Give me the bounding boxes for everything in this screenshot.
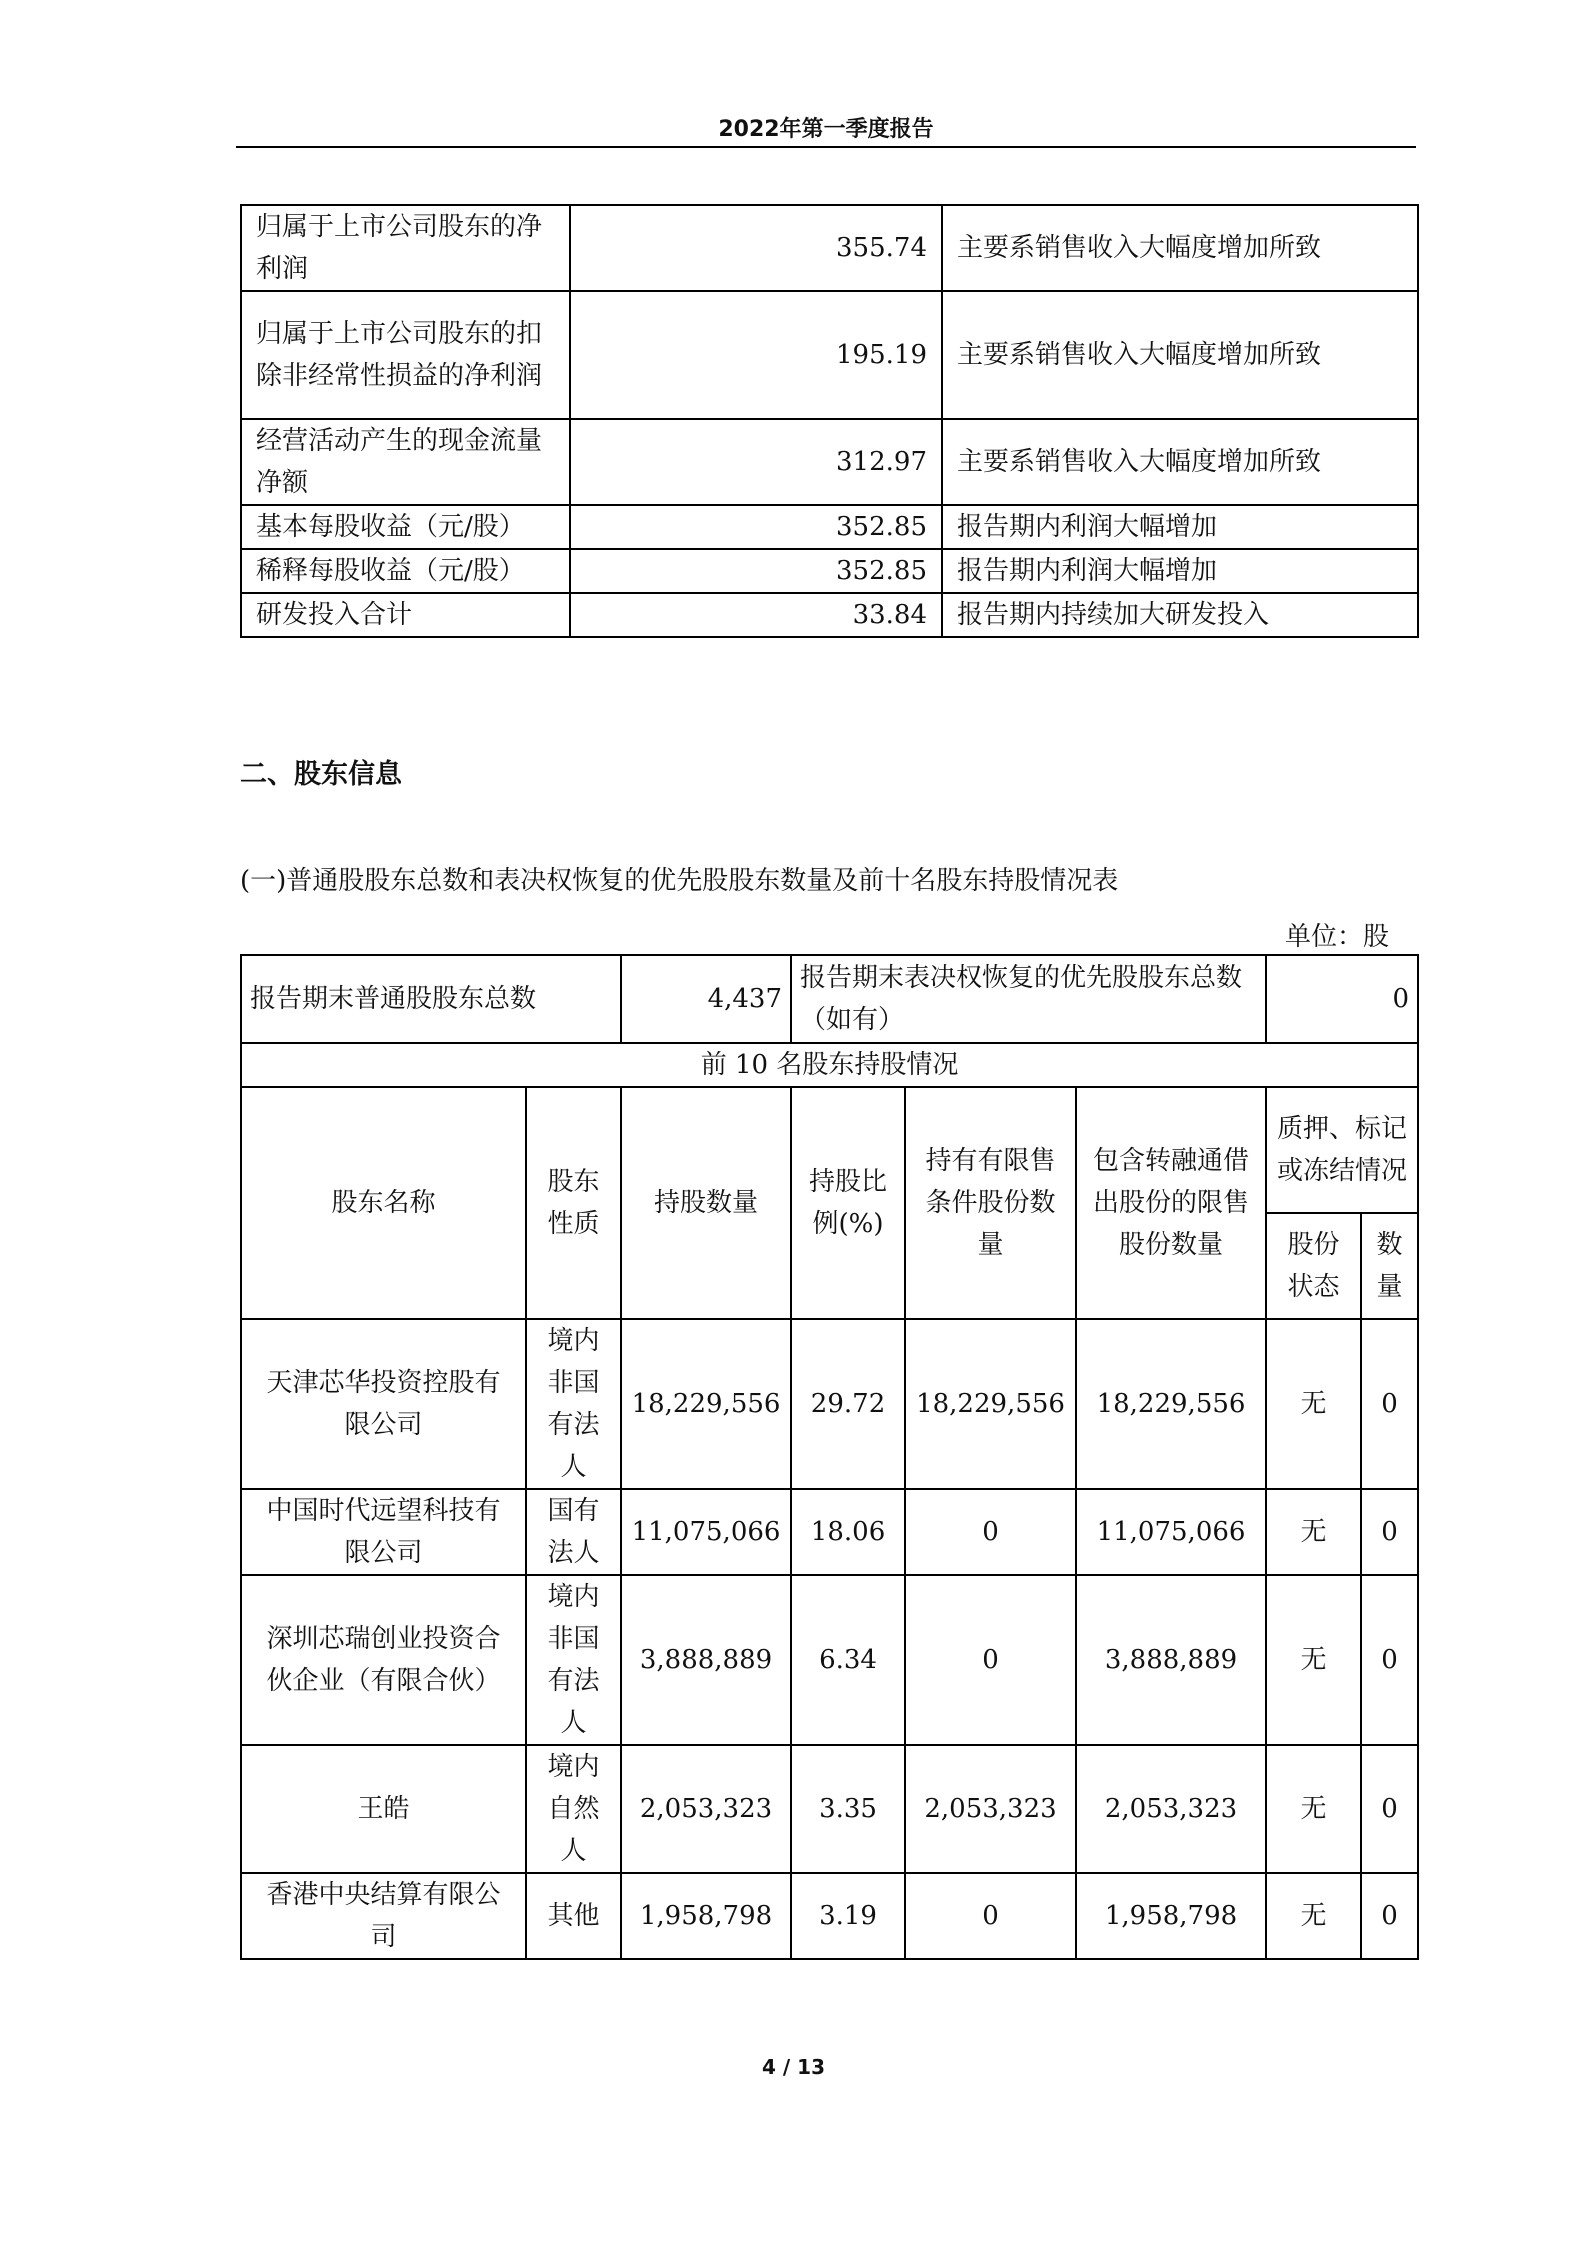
value-cell: 312.97 bbox=[570, 419, 942, 505]
top10-title-row bbox=[241, 1043, 1418, 1087]
page-header-title: 2022年第一季度报告 bbox=[718, 117, 934, 142]
shareholder-table bbox=[240, 954, 1419, 1960]
pledge-qty: 0 bbox=[1361, 1873, 1418, 1959]
shares-held: 18,229,556 bbox=[621, 1319, 791, 1489]
preferred-holders-value: 0 bbox=[1266, 955, 1418, 1043]
shareholder-name: 香港中央结算有限公司 bbox=[241, 1873, 526, 1959]
header-ratio: 持股比例(%) bbox=[791, 1087, 905, 1319]
item-cell: 经营活动产生的现金流量净额 bbox=[241, 419, 570, 505]
pledge-qty: 0 bbox=[1361, 1745, 1418, 1873]
table-row bbox=[241, 291, 1418, 419]
table-row bbox=[241, 1745, 1418, 1873]
table-row bbox=[241, 1489, 1418, 1575]
top10-title: 前 10 名股东持股情况 bbox=[241, 1043, 1418, 1087]
reason-cell: 报告期内持续加大研发投入 bbox=[942, 593, 1418, 637]
header-pledge: 质押、标记或冻结情况 bbox=[1266, 1087, 1418, 1213]
pledge-qty: 0 bbox=[1361, 1319, 1418, 1489]
item-cell: 归属于上市公司股东的净利润 bbox=[241, 205, 570, 291]
share-status: 无 bbox=[1266, 1745, 1361, 1873]
header-qty: 数量 bbox=[1361, 1213, 1418, 1319]
share-status: 无 bbox=[1266, 1319, 1361, 1489]
value-cell: 33.84 bbox=[570, 593, 942, 637]
page-number: 4 / 13 bbox=[762, 2055, 825, 2079]
value-cell: 352.85 bbox=[570, 549, 942, 593]
lent-shares: 11,075,066 bbox=[1076, 1489, 1266, 1575]
shareholder-nature: 境内非国有法人 bbox=[526, 1319, 621, 1489]
lent-shares: 1,958,798 bbox=[1076, 1873, 1266, 1959]
lent-shares: 3,888,889 bbox=[1076, 1575, 1266, 1745]
shareholder-nature: 境内非国有法人 bbox=[526, 1575, 621, 1745]
restricted-shares: 0 bbox=[905, 1489, 1076, 1575]
shares-held: 1,958,798 bbox=[621, 1873, 791, 1959]
restricted-shares: 18,229,556 bbox=[905, 1319, 1076, 1489]
total-holders-value: 4,437 bbox=[621, 955, 791, 1043]
shareholder-name: 王皓 bbox=[241, 1745, 526, 1873]
value-cell: 352.85 bbox=[570, 505, 942, 549]
restricted-shares: 2,053,323 bbox=[905, 1745, 1076, 1873]
share-ratio: 3.19 bbox=[791, 1873, 905, 1959]
item-cell: 基本每股收益（元/股） bbox=[241, 505, 570, 549]
header-rule bbox=[236, 146, 1416, 148]
reason-cell: 报告期内利润大幅增加 bbox=[942, 505, 1418, 549]
shareholder-nature: 其他 bbox=[526, 1873, 621, 1959]
header-row bbox=[241, 1087, 1418, 1213]
table-row bbox=[241, 205, 1418, 291]
restricted-shares: 0 bbox=[905, 1575, 1076, 1745]
share-ratio: 3.35 bbox=[791, 1745, 905, 1873]
shareholder-name: 天津芯华投资控股有限公司 bbox=[241, 1319, 526, 1489]
reason-cell: 报告期内利润大幅增加 bbox=[942, 549, 1418, 593]
header-status: 股份状态 bbox=[1266, 1213, 1361, 1319]
value-cell: 195.19 bbox=[570, 291, 942, 419]
header-lent: 包含转融通借出股份的限售股份数量 bbox=[1076, 1087, 1266, 1319]
section-heading: 二、股东信息 bbox=[240, 759, 402, 790]
restricted-shares: 0 bbox=[905, 1873, 1076, 1959]
total-holders-label: 报告期末普通股股东总数 bbox=[241, 955, 621, 1043]
pledge-qty: 0 bbox=[1361, 1489, 1418, 1575]
header-nature: 股东性质 bbox=[526, 1087, 621, 1319]
shareholder-nature: 国有法人 bbox=[526, 1489, 621, 1575]
shares-held: 2,053,323 bbox=[621, 1745, 791, 1873]
lent-shares: 2,053,323 bbox=[1076, 1745, 1266, 1873]
table-row bbox=[241, 593, 1418, 637]
preferred-holders-label: 报告期末表决权恢复的优先股股东总数（如有） bbox=[791, 955, 1266, 1043]
share-ratio: 18.06 bbox=[791, 1489, 905, 1575]
share-status: 无 bbox=[1266, 1575, 1361, 1745]
reason-cell: 主要系销售收入大幅度增加所致 bbox=[942, 291, 1418, 419]
item-cell: 稀释每股收益（元/股） bbox=[241, 549, 570, 593]
share-status: 无 bbox=[1266, 1873, 1361, 1959]
shares-held: 3,888,889 bbox=[621, 1575, 791, 1745]
header-name: 股东名称 bbox=[241, 1087, 526, 1319]
subsection-title: (一)普通股股东总数和表决权恢复的优先股股东数量及前十名股东持股情况表 bbox=[240, 866, 1119, 896]
table-row bbox=[241, 1873, 1418, 1959]
table-row bbox=[241, 505, 1418, 549]
reason-cell: 主要系销售收入大幅度增加所致 bbox=[942, 205, 1418, 291]
header-shares: 持股数量 bbox=[621, 1087, 791, 1319]
unit-label: 单位：股 bbox=[1284, 922, 1389, 952]
lent-shares: 18,229,556 bbox=[1076, 1319, 1266, 1489]
table-row bbox=[241, 549, 1418, 593]
shares-held: 11,075,066 bbox=[621, 1489, 791, 1575]
shareholder-nature: 境内自然人 bbox=[526, 1745, 621, 1873]
table-row bbox=[241, 1575, 1418, 1745]
summary-row bbox=[241, 955, 1418, 1043]
pledge-qty: 0 bbox=[1361, 1575, 1418, 1745]
table-row bbox=[241, 419, 1418, 505]
item-cell: 研发投入合计 bbox=[241, 593, 570, 637]
item-cell: 归属于上市公司股东的扣除非经常性损益的净利润 bbox=[241, 291, 570, 419]
shareholder-name: 中国时代远望科技有限公司 bbox=[241, 1489, 526, 1575]
share-status: 无 bbox=[1266, 1489, 1361, 1575]
financial-change-table bbox=[240, 204, 1419, 638]
reason-cell: 主要系销售收入大幅度增加所致 bbox=[942, 419, 1418, 505]
value-cell: 355.74 bbox=[570, 205, 942, 291]
share-ratio: 6.34 bbox=[791, 1575, 905, 1745]
table-row bbox=[241, 1319, 1418, 1489]
share-ratio: 29.72 bbox=[791, 1319, 905, 1489]
header-restricted: 持有有限售条件股份数量 bbox=[905, 1087, 1076, 1319]
shareholder-name: 深圳芯瑞创业投资合伙企业（有限合伙） bbox=[241, 1575, 526, 1745]
